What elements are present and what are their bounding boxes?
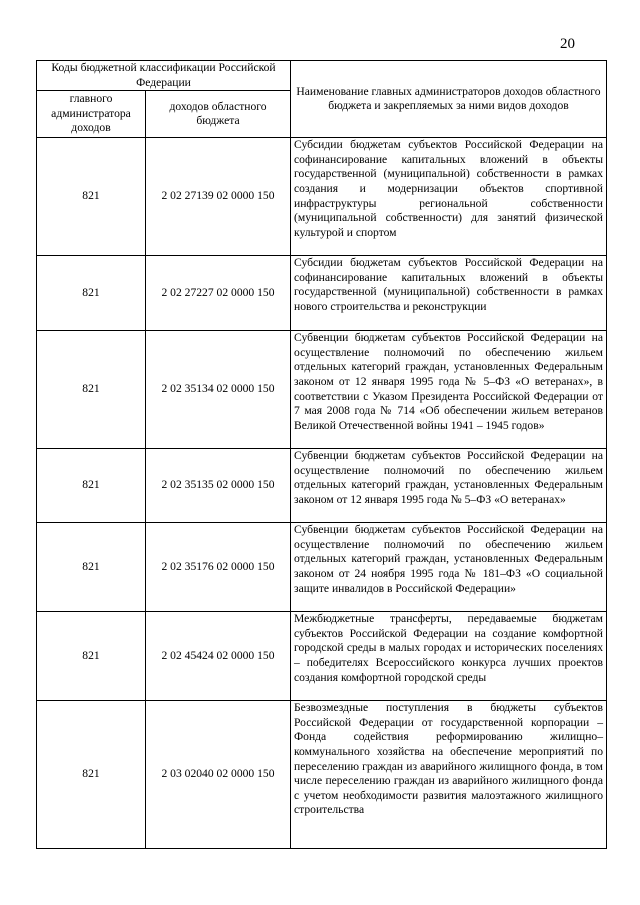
admin-code-cell: 821	[37, 256, 146, 331]
header-administrator-names: Наименование главных администраторов доходов областного бюджета и закрепляемых за ними видов доходов	[291, 61, 607, 138]
table-row	[37, 138, 607, 256]
page-number: 20	[560, 36, 575, 52]
admin-code-cell: 821	[37, 138, 146, 256]
header-regional-income: доходов областного бюджета	[146, 91, 291, 138]
income-name-cell: Безвозмездные поступления в бюджеты субъектов Российской Федерации от государственной корпорации – Фонда содействия реформированию жилищно–коммунального хозяйства на обеспечение мероприятий по переселению граждан из аварийного жилищного фонда, в том числе переселению граждан из аварийного жилищного фонда с учетом необходимости развития малоэтажного жилищного строительства	[291, 701, 607, 849]
admin-code-cell: 821	[37, 449, 146, 523]
admin-code-cell: 821	[37, 523, 146, 612]
income-code-cell: 2 02 35135 02 0000 150	[146, 449, 291, 523]
table-row	[37, 449, 607, 523]
income-name-cell: Субсидии бюджетам субъектов Российской Федерации на софинансирование капитальных вложений в объекты государственной (муниципальной) собственности в рамках нового строительства и реконструкции	[291, 256, 607, 331]
income-code-cell: 2 02 35134 02 0000 150	[146, 331, 291, 449]
income-code-cell: 2 02 45424 02 0000 150	[146, 612, 291, 701]
budget-classification-table	[36, 60, 607, 849]
income-name-cell: Субвенции бюджетам субъектов Российской Федерации на осуществление полномочий по обеспечению жильем отдельных категорий граждан, установленных Федеральным законом от 12 января 1995 года № 5–ФЗ «О ветеранах», в соответствии с Указом Президента Российской Федерации от 7 мая 2008 года № 714 «Об обеспечении жильем ветеранов Великой Отечественной войны 1941 – 1945 годов»	[291, 331, 607, 449]
table-row	[37, 256, 607, 331]
income-name-cell: Межбюджетные трансферты, передаваемые бюджетам субъектов Российской Федерации на создание комфортной городской среды в малых городах и исторических поселениях – победителях Всероссийского конкурса лучших проектов создания комфортной городской среды	[291, 612, 607, 701]
income-name-cell: Субсидии бюджетам субъектов Российской Федерации на софинансирование капитальных вложений в объекты государственной (муниципальной) собственности в рамках создания и модернизации объектов спортивной инфраструктуры региональной собственности (муниципальной собственности) для занятий физической культурой и спортом	[291, 138, 607, 256]
admin-code-cell: 821	[37, 701, 146, 849]
income-code-cell: 2 03 02040 02 0000 150	[146, 701, 291, 849]
table-row	[37, 331, 607, 449]
table-row	[37, 612, 607, 701]
table-row	[37, 523, 607, 612]
income-code-cell: 2 02 35176 02 0000 150	[146, 523, 291, 612]
admin-code-cell: 821	[37, 612, 146, 701]
income-name-cell: Субвенции бюджетам субъектов Российской Федерации на осуществление полномочий по обеспечению жильем отдельных категорий граждан, установленных Федеральным законом от 12 января 1995 года № 5–ФЗ «О ветеранах»	[291, 449, 607, 523]
table-row	[37, 701, 607, 849]
income-code-cell: 2 02 27139 02 0000 150	[146, 138, 291, 256]
admin-code-cell: 821	[37, 331, 146, 449]
header-budget-codes: Коды бюджетной классификации Российской Федерации	[37, 61, 291, 91]
header-main-administrator: главного администратора доходов	[37, 91, 146, 138]
income-name-cell: Субвенции бюджетам субъектов Российской Федерации на осуществление полномочий по обеспечению жильем отдельных категорий граждан, установленных Федеральным законом от 24 ноября 1995 года № 181–ФЗ «О социальной защите инвалидов в Российской Федерации»	[291, 523, 607, 612]
income-code-cell: 2 02 27227 02 0000 150	[146, 256, 291, 331]
